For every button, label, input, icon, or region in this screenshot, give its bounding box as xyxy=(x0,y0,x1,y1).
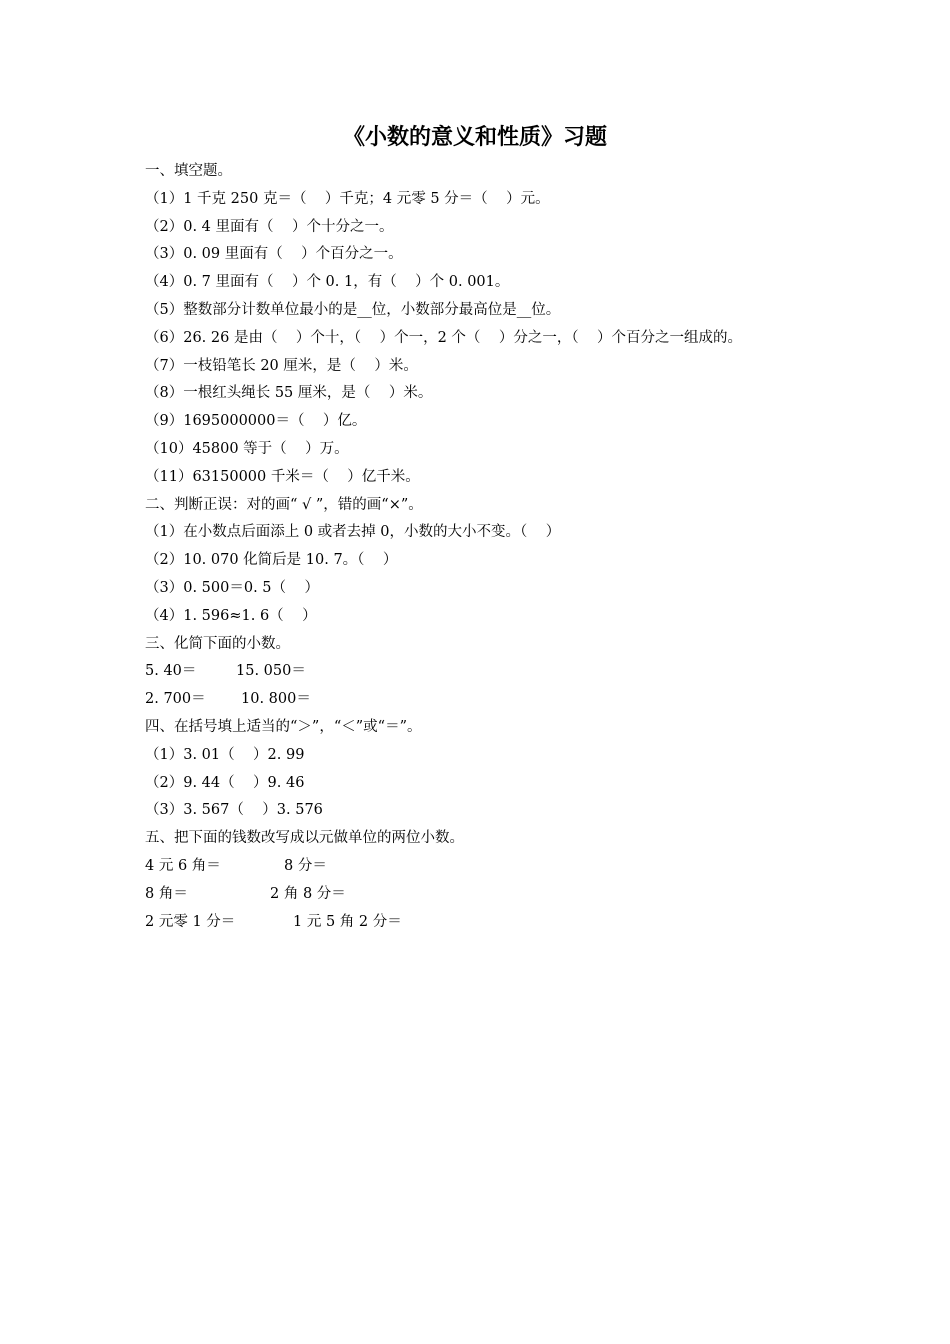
question-1-10: （10）45800 等于（ ）万。 xyxy=(145,440,349,457)
question-1-2: （2）0. 4 里面有（ ）个十分之一。 xyxy=(145,218,394,235)
simplify-item: 2. 700＝ xyxy=(145,691,206,708)
question-1-6: （6）26. 26 是由（ ）个十，（ ）个一，2 个（ ）分之一，（ ）个百分之一组成的。 xyxy=(145,329,743,346)
question-1-5: （5）整数部分计数单位最小的是__位，小数部分最高位是__位。 xyxy=(145,301,561,318)
money-item: 8 角＝ xyxy=(145,885,188,902)
section-4-heading: 四、在括号填上适当的“＞”，“＜”或“＝”。 xyxy=(145,718,422,735)
money-item: 2 角 8 分＝ xyxy=(270,885,346,902)
question-1-3: （3）0. 09 里面有（ ）个百分之一。 xyxy=(145,246,403,263)
question-4-1: （1）3. 01（ ）2. 99 xyxy=(145,746,305,763)
question-1-1: （1）1 千克 250 克＝（ ）千克；4 元零 5 分＝（ ）元。 xyxy=(145,190,550,207)
money-item: 4 元 6 角＝ xyxy=(145,857,221,874)
money-item: 1 元 5 角 2 分＝ xyxy=(293,913,402,930)
money-row xyxy=(145,909,825,937)
simplify-item: 15. 050＝ xyxy=(236,663,306,680)
exercise-content xyxy=(145,158,825,936)
section-5-heading: 五、把下面的钱数改写成以元做单位的两位小数。 xyxy=(145,830,464,847)
money-row xyxy=(145,853,825,881)
simplify-item: 5. 40＝ xyxy=(145,663,197,680)
question-4-2: （2）9. 44（ ）9. 46 xyxy=(145,774,305,791)
simplify-row xyxy=(145,686,825,714)
question-1-7: （7）一枝铅笔长 20 厘米，是（ ）米。 xyxy=(145,357,418,374)
question-1-9: （9）1695000000＝（ ）亿。 xyxy=(145,413,367,430)
section-3-heading: 三、化简下面的小数。 xyxy=(145,635,290,652)
question-2-1: （1）在小数点后面添上 0 或者去掉 0，小数的大小不变。（ ） xyxy=(145,524,561,541)
money-item: 2 元零 1 分＝ xyxy=(145,913,236,930)
page-title: 《小数的意义和性质》习题 xyxy=(342,124,607,150)
simplify-row xyxy=(145,658,825,686)
money-row xyxy=(145,881,825,909)
question-4-3: （3）3. 567（ ）3. 576 xyxy=(145,802,323,819)
section-1-heading: 一、填空题。 xyxy=(145,163,232,179)
question-1-11: （11）63150000 千米＝（ ）亿千米。 xyxy=(145,468,420,485)
question-2-2: （2）10. 070 化简后是 10. 7。（ ） xyxy=(145,552,398,569)
question-1-4: （4）0. 7 里面有（ ）个 0. 1，有（ ）个 0. 001。 xyxy=(145,274,510,291)
simplify-item: 10. 800＝ xyxy=(241,691,311,708)
question-2-4: （4）1. 596≈1. 6（ ） xyxy=(145,607,317,624)
money-item: 8 分＝ xyxy=(284,857,327,874)
question-1-8: （8）一根红头绳长 55 厘米，是（ ）米。 xyxy=(145,385,433,402)
question-2-3: （3）0. 500＝0. 5（ ） xyxy=(145,579,319,596)
section-2-heading: 二、判断正误：对的画“ √ ”，错的画“×”。 xyxy=(145,496,423,513)
